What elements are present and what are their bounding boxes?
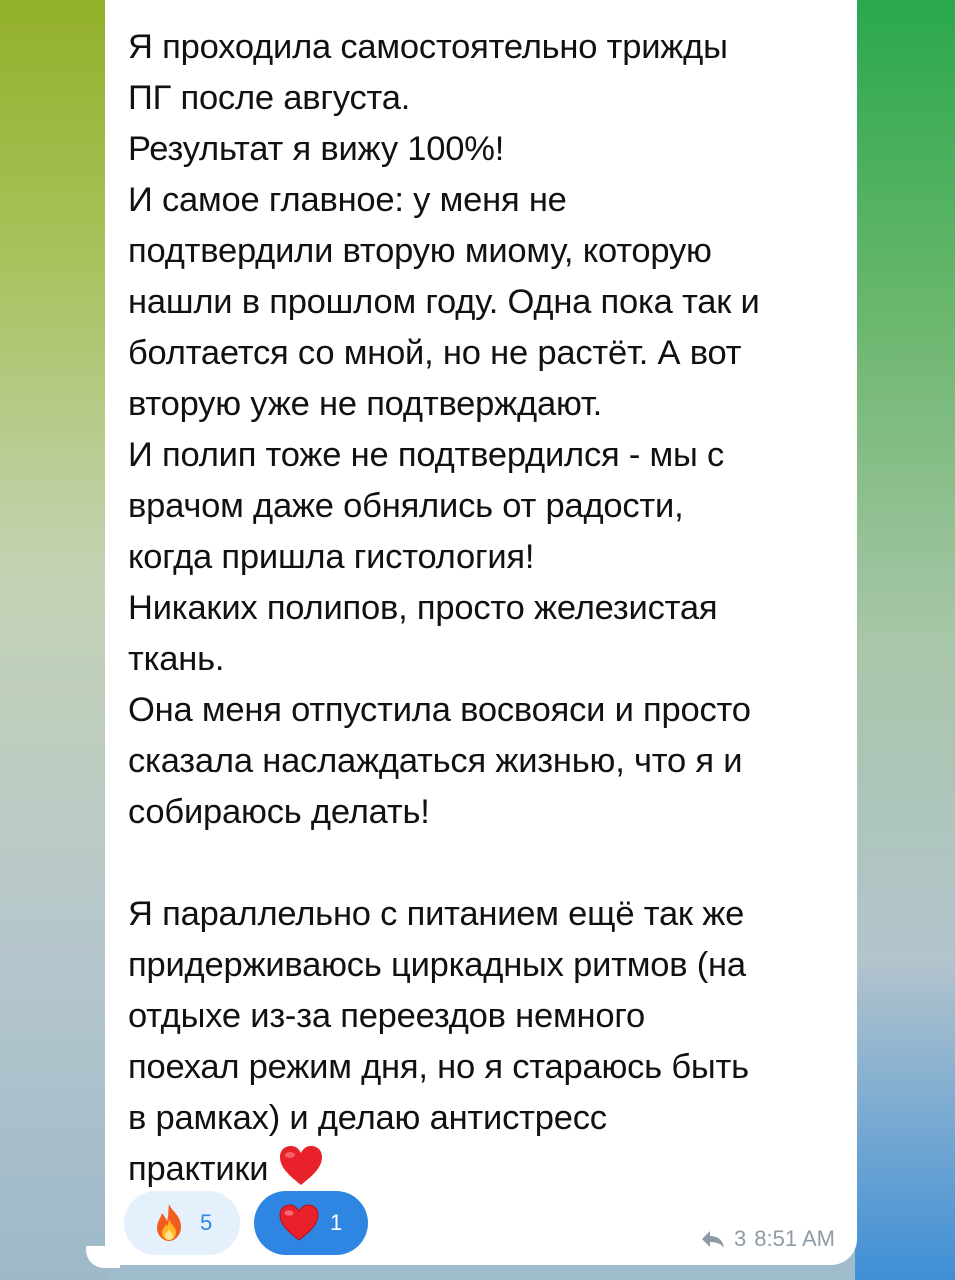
message-text bbox=[128, 22, 843, 1195]
reaction-heart-count: 1 bbox=[330, 1210, 343, 1235]
red-heart-icon bbox=[278, 1144, 324, 1188]
chat-background-right bbox=[855, 0, 955, 1280]
fire-icon bbox=[148, 1202, 190, 1244]
reaction-heart[interactable] bbox=[254, 1191, 368, 1255]
reaction-fire[interactable] bbox=[124, 1191, 240, 1255]
reply-count[interactable]: 3 bbox=[734, 1226, 747, 1251]
heart-icon bbox=[278, 1202, 320, 1244]
reply-arrow-icon[interactable] bbox=[700, 1229, 726, 1249]
message-paragraph-2: Я параллельно с питанием ещё так же придерживаюсь циркадных ритмов (на отдыхе из-за переездов немного поехал режим дня, но я стараюсь быть в рамках) и делаю антистресс практики bbox=[128, 895, 749, 1188]
chat-background-left bbox=[0, 0, 110, 1280]
message-meta bbox=[700, 1226, 835, 1252]
message-paragraph-1: Я проходила самостоятельно трижды ПГ после августа. Результат я вижу 100%! И самое главное: у меня не подтвердили вторую миому, которую нашли в прошлом году. Одна пока так и болтается со мной, но не растёт. А вот вторую уже не подтверждают. И полип тоже не подтвердился - мы с врачом даже обнялись от радости, когда пришла гистология! Никаких полипов, просто железистая ткань. Она меня отпустила восвояси и просто сказала наслаждаться жизнью, что я и собираюсь делать! bbox=[128, 28, 760, 831]
message-time: 8:51 AM bbox=[754, 1226, 835, 1251]
reactions-bar bbox=[124, 1191, 368, 1255]
reaction-fire-count: 5 bbox=[200, 1210, 213, 1235]
